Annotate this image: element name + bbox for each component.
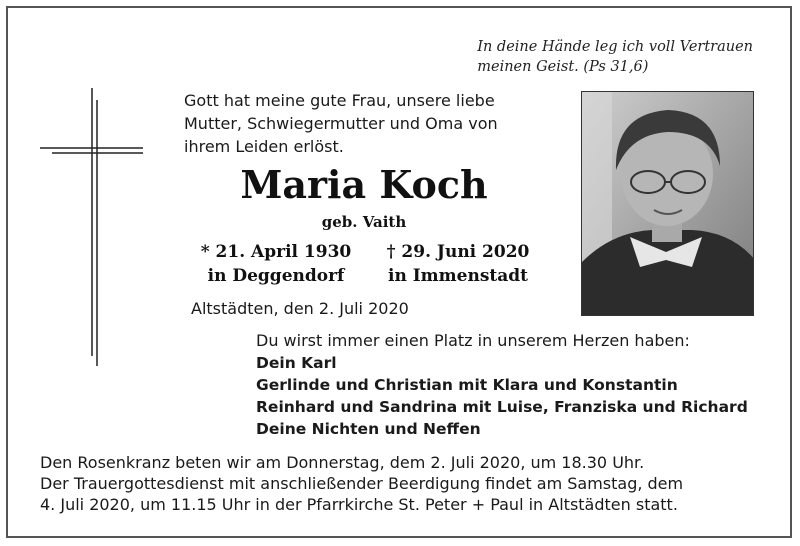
verse-line-2: meinen Geist. (Ps 31,6) [477, 59, 649, 75]
intro-line-1: Gott hat meine gute Frau, unsere liebe [184, 91, 495, 110]
family-member: Gerlinde und Christian mit Klara und Konstantin [256, 376, 678, 394]
death-date: † 29. Juni 2020 [386, 242, 530, 262]
notice-line-2: Der Trauergottesdienst mit anschließender Beerdigung findet am Samstag, dem [40, 474, 684, 493]
family-member: Deine Nichten und Neffen [256, 420, 481, 438]
birth-date: * 21. April 1930 [200, 242, 352, 262]
service-notice [40, 452, 683, 515]
closing-lead: Du wirst immer einen Platz in unserem Herzen haben: [256, 331, 690, 350]
intro-text [184, 89, 498, 158]
death-info [378, 240, 538, 288]
place-date: Altstädten, den 2. Juli 2020 [191, 299, 409, 318]
deceased-name: Maria Koch [240, 162, 488, 207]
family-member: Reinhard und Sandrina mit Luise, Franziska und Richard [256, 398, 748, 416]
notice-line-1: Den Rosenkranz beten wir am Donnerstag, dem 2. Juli 2020, um 18.30 Uhr. [40, 453, 645, 472]
verse-line-1: In deine Hände leg ich voll Vertrauen [477, 39, 753, 55]
portrait-photo [581, 91, 754, 316]
death-place: in Immenstadt [387, 266, 529, 286]
intro-line-2: Mutter, Schwiegermutter und Oma von [184, 114, 498, 133]
intro-line-3: ihrem Leiden erlöst. [184, 137, 344, 156]
birth-place: in Deggendorf [207, 266, 345, 286]
notice-line-3: 4. Juli 2020, um 11.15 Uhr in der Pfarrkirche St. Peter + Paul in Altstädten statt. [40, 495, 678, 514]
family-member: Dein Karl [256, 354, 337, 372]
maiden-name: geb. Vaith [321, 213, 407, 231]
closing-block [256, 330, 748, 440]
birth-info [196, 240, 356, 288]
bible-verse [477, 37, 753, 77]
